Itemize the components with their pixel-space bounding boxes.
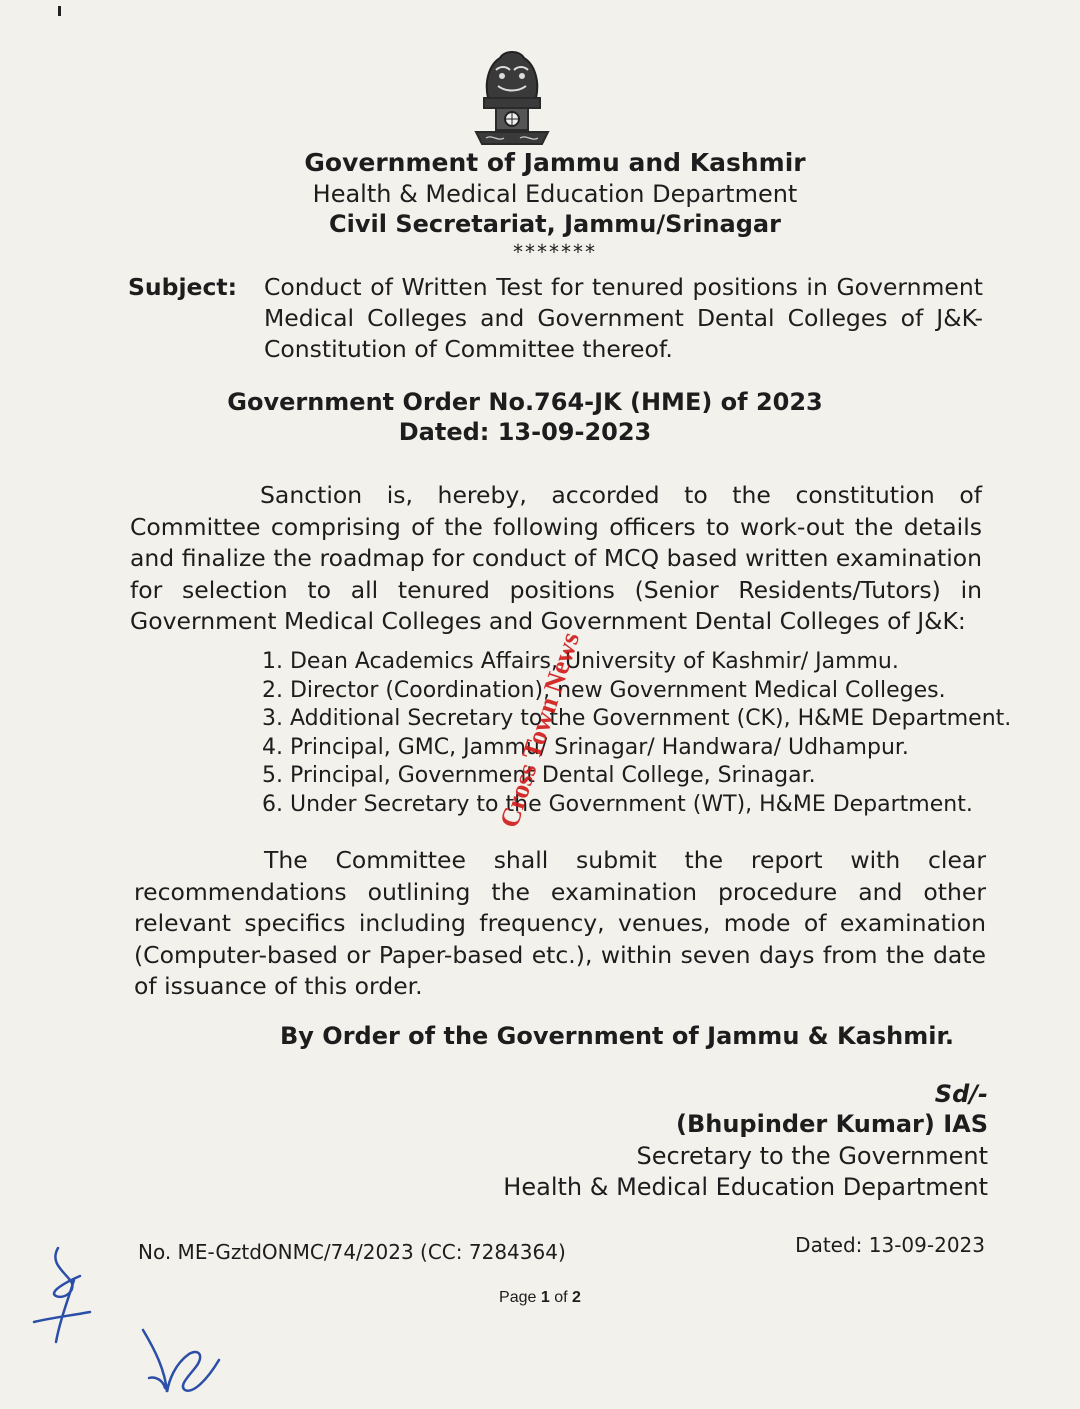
list-item: 3. Additional Secretary to the Government (CK), H&ME Department.: [262, 706, 1012, 731]
by-order-line: By Order of the Government of Jammu & Kashmir.: [280, 1022, 954, 1050]
signature-sd: Sd/-: [934, 1080, 988, 1108]
signatory-name: (Bhupinder Kumar) IAS: [676, 1110, 988, 1138]
page-total: 2: [572, 1289, 581, 1306]
page-current: 1: [540, 1289, 550, 1306]
page-prefix: Page: [499, 1289, 537, 1306]
secretariat-heading: Civil Secretariat, Jammu/Srinagar: [329, 210, 781, 238]
subject-block: [128, 272, 983, 365]
committee-report-paragraph: The Committee shall submit the report with clear recommendations outlining the examination procedure and other relevant specifics including frequency, venues, mode of examination (Computer-based or Paper-based etc.), within seven days from the date of issuance of this order.: [134, 846, 986, 1000]
committee-member-list: [262, 648, 1012, 819]
list-item: 5. Principal, Government Dental College, Srinagar.: [262, 763, 816, 788]
subject-text: Conduct of Written Test for tenured positions in Government Medical Colleges and Government Dental Colleges of J&K-Constitution of Committee thereof.: [264, 273, 983, 363]
handwritten-signature-icon: [135, 1320, 230, 1405]
signatory-department: Health & Medical Education Department: [503, 1173, 988, 1201]
footer-date: Dated: 13-09-2023: [795, 1233, 985, 1257]
state-emblem-icon: [466, 40, 558, 150]
government-heading: Government of Jammu and Kashmir: [304, 148, 806, 177]
reference-number: No. ME-GztdONMC/74/2023 (CC: 7284364): [138, 1240, 566, 1264]
initials-signature-icon: [20, 1240, 110, 1350]
list-item: 6. Under Secretary to the Government (WT), H&ME Department.: [262, 791, 973, 817]
list-item: 4. Principal, GMC, Jammu/ Srinagar/ Handwara/ Udhampur.: [262, 734, 909, 760]
page-number: [0, 1289, 1080, 1307]
list-item: 1. Dean Academics Affairs, University of Kashmir/ Jammu.: [262, 649, 899, 674]
order-date: Dated: 13-09-2023: [398, 418, 652, 446]
page-of: of: [554, 1289, 568, 1306]
signatory-designation: Secretary to the Government: [636, 1142, 988, 1170]
header-separator: *******: [513, 240, 597, 264]
sanction-paragraph: Sanction is, hereby, accorded to the constitution of Committee comprising of the following officers to work-out the details and finalize the roadmap for conduct of MCQ based written examination for selection to all tenured positions (Senior Residents/Tutors) in Government Medical Colleges and Government Dental Colleges of J&K:: [130, 481, 982, 635]
order-number: Government Order No.764-JK (HME) of 2023: [227, 388, 823, 416]
list-item: 2. Director (Coordination), new Government Medical Colleges.: [262, 677, 946, 703]
department-heading: Health & Medical Education Department: [312, 180, 798, 208]
subject-label: Subject:: [128, 273, 238, 301]
scan-mark: [58, 6, 61, 16]
watermark-stamp: Cross Town News: [493, 628, 586, 832]
